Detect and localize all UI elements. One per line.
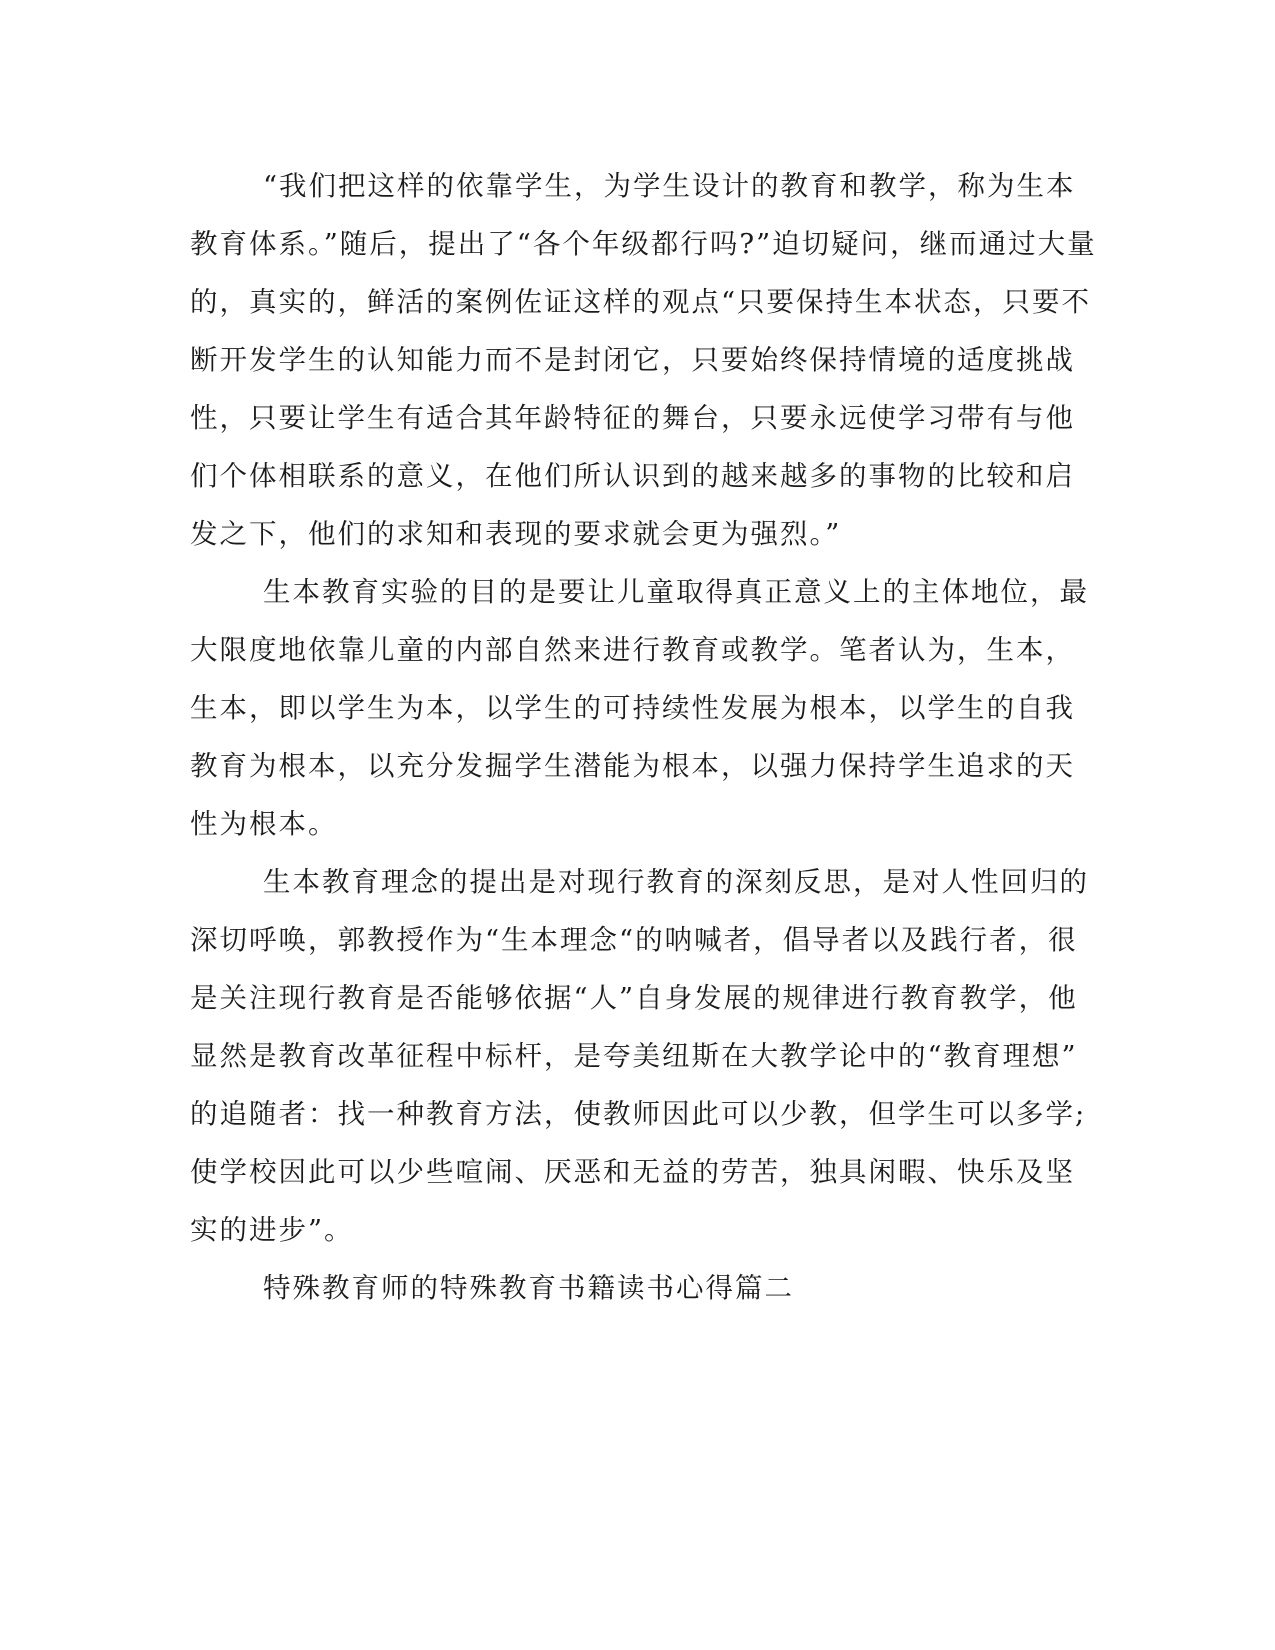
paragraph-3-line-1: 生本教育理念的提出是对现行教育的深刻反思，是对人性回归的 xyxy=(263,866,1089,898)
paragraph-3-line-7: 实的进步”。 xyxy=(190,1214,354,1246)
paragraph-3-line-6: 使学校因此可以少些喧闹、厌恶和无益的劳苦，独具闲暇、快乐及坚 xyxy=(190,1156,1075,1188)
paragraph-3-line-2: 深切呼唤，郭教授作为“生本理念“的呐喊者，倡导者以及践行者，很 xyxy=(190,924,1078,956)
paragraph-3-line-4: 显然是教育改革征程中标杆，是夸美纽斯在大教学论中的“教育理想” xyxy=(190,1040,1078,1072)
paragraph-2-line-2: 大限度地依靠儿童的内部自然来进行教育或教学。笔者认为，生本， xyxy=(190,634,1075,666)
paragraph-2-line-3: 生本，即以学生为本，以学生的可持续性发展为根本，以学生的自我 xyxy=(190,692,1075,724)
paragraph-1-line-7: 发之下，他们的求知和表现的要求就会更为强烈。” xyxy=(190,518,842,550)
paragraph-1-line-4: 断开发学生的认知能力而不是封闭它，只要始终保持情境的适度挑战 xyxy=(190,344,1075,376)
paragraph-1-line-3: 的，真实的，鲜活的案例佐证这样的观点“只要保持生本状态，只要不 xyxy=(190,286,1092,318)
paragraph-2-line-4: 教育为根本，以充分发掘学生潜能为根本，以强力保持学生追求的天 xyxy=(190,750,1075,782)
paragraph-1-line-1: “我们把这样的依靠学生，为学生设计的教育和教学，称为生本 xyxy=(263,170,1076,202)
section-heading: 特殊教育师的特殊教育书籍读书心得篇二 xyxy=(263,1272,794,1304)
paragraph-2-line-1: 生本教育实验的目的是要让儿童取得真正意义上的主体地位，最 xyxy=(263,576,1089,608)
paragraph-1-line-2: 教育体系。”随后，提出了“各个年级都行吗?”迫切疑问，继而通过大量 xyxy=(190,228,1097,260)
paragraph-3-line-5: 的追随者：找一种教育方法，使教师因此可以少教，但学生可以多学; xyxy=(190,1098,1087,1130)
paragraph-1-line-6: 们个体相联系的意义，在他们所认识到的越来越多的事物的比较和启 xyxy=(190,460,1075,492)
paragraph-1-line-5: 性，只要让学生有适合其年龄特征的舞台，只要永远使学习带有与他 xyxy=(190,402,1075,434)
paragraph-2-line-5: 性为根本。 xyxy=(190,808,338,840)
paragraph-3-line-3: 是关注现行教育是否能够依据“人”自身发展的规律进行教育教学，他 xyxy=(190,982,1078,1014)
